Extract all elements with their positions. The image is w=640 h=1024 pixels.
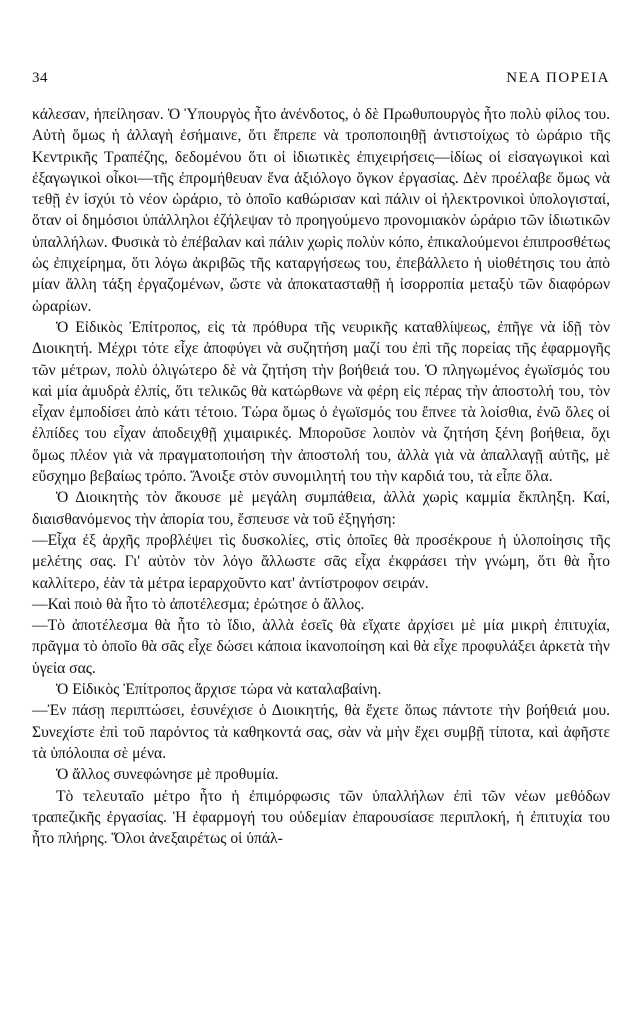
dialogue-line: —Καὶ ποιὸ θὰ ἦτο τὸ ἀποτέλεσμα; ἐρώτησε ὁ ἄλλος. bbox=[32, 595, 365, 613]
paragraph: Ὁ Εἰδικὸς Ἐπίτροπος, εἰς τὰ πρόθυρα τῆς νευρικῆς καταθλίψεως, ἐπῆγε νὰ ἰδῇ τὸν Διοικητή. Μέχρι τότε εἶχε ἀποφύγει νὰ συζητήση μαζί του ἐπὶ τῆς πορείας τῆς ἐφαρμογῆς τῶν μέτρων, πολὺ ὀλιγώτερο δὲ νὰ ζητήση τὴν βοήθειά του. Ὁ πληγωμένος ἐγωϊσμός του καὶ μία ἀμυδρὰ ἐλπίς, ὅτι τελικῶς θὰ κατώρθωνε νὰ φέρη εἰς πέρας τὴν ἀποστολή του, τὸν εἶχαν ἐμποδίσει ἀπὸ κάτι τέτοιο. Τώρα ὅμως ὁ ἐγωϊσμός του ἔπνεε τὰ λοίσθια, ἐνῶ ὅλες οἱ ἐλπίδες του εἶχαν ἀποδειχθῇ χιμαιρικές. Μποροῦσε λοιπὸν νὰ ζητήση ξένη βοήθεια, ὄχι ὅμως πλέον γιὰ νὰ πραγματοποιήση τὴν ἀποστολή του, ἀλλὰ γιὰ νὰ ἀπαλλαγῇ αὐτῆς, μὲ εὔσχημο βεβαίως τρόπο. Ἄνοιξε στὸν συνομιλητή του τὴν καρδιά του, τὰ εἶπε ὅλα. bbox=[32, 318, 610, 486]
dialogue-line: —Ἐν πάσῃ περιπτώσει, ἐσυνέχισε ὁ Διοικητής, θὰ ἔχετε ὅπως πάντοτε τὴν βοήθειά μου. Συνεχίστε ἐπὶ τοῦ παρόντος τὰ καθηκοντά σας, σὰν νὰ μὴν ἔχει συμβῇ τίποτα, καὶ ἀφῆστε τὰ ὑπόλοιπα σὲ μένα. bbox=[32, 702, 610, 762]
paragraph: Ὁ ἄλλος συνεφώνησε μὲ προθυμία. bbox=[56, 766, 279, 784]
paragraph: Ὁ Εἰδικὸς Ἐπίτροπος ἄρχισε τώρα νὰ καταλαβαίνη. bbox=[56, 681, 382, 699]
page-header bbox=[32, 70, 610, 92]
paragraph: κάλεσαν, ἠπείλησαν. Ὁ Ὑπουργὸς ἦτο ἀνένδοτος, ὁ δὲ Πρωθυπουργὸς ἦτο πολὺ φίλος του. Αὐτὴ ὅμως ἡ ἀλλαγὴ ἐσήμαινε, ὅτι ἔπρεπε νὰ τροποποιηθῇ ἀντιστοίχως τὸ ὡράριο τῆς Κεντρικῆς Τραπέζης, δεδομένου ὅτι οἱ ἰδιωτικὲς ἐπιχειρήσεις—ἰδίως οἱ εἰσαγωγικοὶ καὶ ἐξαγωγικοὶ οἶκοι—τῆς ἐπρομήθευαν ἕνα ἀξιόλογο ὄγκον ἐργασίας. Δὲν προέλαβε ὅμως νὰ τεθῇ ἐν ἰσχύι τὸ νέον ὡράριο, τὸ ὁποῖο καθώρισαν καὶ πάλιν οἱ ἠλεκτρονικοὶ ὑπολογισταί, ὅταν οἱ δημόσιοι ὑπάλληλοι ἐζήλεψαν τὸ προηγούμενο προνομιακὸν ὡράριο τῶν ἰδιωτικῶν ὑπαλλήλων. Φυσικὰ τὸ ἐπέβαλαν καὶ πάλιν χωρὶς πολὺν κόπο, ἐπικαλούμενοι ἐπιπροσθέτως ὡς ἐπιχείρημα, ὅτι λόγω ἀκριβῶς τῆς καταργήσεως του, ἐπεβάλλετο ἡ υἱοθέτησις του ἀπὸ μίαν ἄλλη τάξη ἐργαζομένων, ὥστε νὰ ἀποκατασταθῇ ἡ ἰσορροπία μεταξὺ τῶν διαφόρων ὡραρίων. bbox=[32, 106, 610, 315]
page-number: 34 bbox=[32, 70, 48, 86]
dialogue-line: —Εἶχα ἐξ ἀρχῆς προβλέψει τὶς δυσκολίες, στὶς ὁποῖες θὰ προσέκρουε ἡ ὑλοποίησις τῆς μελέτης σας. Γι' αὐτὸν τὸν λόγο ἄλλωστε σᾶς εἶχα ἐκφράσει τὴν γνώμη, ὅτι θὰ ἦτο καλλίτερο, ἐὰν τὰ μέτρα ἱεραρχοῦντο κατ' ἀντίστροφον σειράν. bbox=[32, 531, 610, 592]
paragraph: Τὸ τελευταῖο μέτρο ἦτο ἡ ἐπιμόρφωσις τῶν ὑπαλλήλων ἐπὶ τῶν νέων μεθόδων τραπεζικῆς ἐργασίας. Ἡ ἐφαρμογή του οὐδεμίαν ἐπαρουσίασε περιπλοκή, ἡ ἐπιτυχία του ἦτο πλήρης. Ὅλοι ἀνεξαιρέτως οἱ ὑπάλ- bbox=[32, 787, 610, 848]
dialogue-line: —Τὸ ἀποτέλεσμα θὰ ἦτο τὸ ἴδιο, ἀλλὰ ἐσεῖς θὰ εἴχατε ἀρχίσει μὲ μία μικρὴ ἐπιτυχία, πρᾶγμα τὸ ὁποῖο θὰ σᾶς εἶχε δώσει κάποια ἱκανοποίηση καὶ θὰ εἶχε προφυλάξει ἀρκετὰ τὴν ὑγεία σας. bbox=[32, 617, 610, 677]
paragraph: Ὁ Διοικητὴς τὸν ἄκουσε μὲ μεγάλη συμπάθεια, ἀλλὰ χωρὶς καμμία ἔκπληξη. Καί, διαισθανόμενος τὴν ἀπορία του, ἔσπευσε νὰ τοῦ ἐξηγήση: bbox=[32, 489, 610, 528]
running-title: ΝΕΑ ΠΟΡΕΙΑ bbox=[506, 70, 610, 86]
body-text bbox=[32, 104, 610, 849]
